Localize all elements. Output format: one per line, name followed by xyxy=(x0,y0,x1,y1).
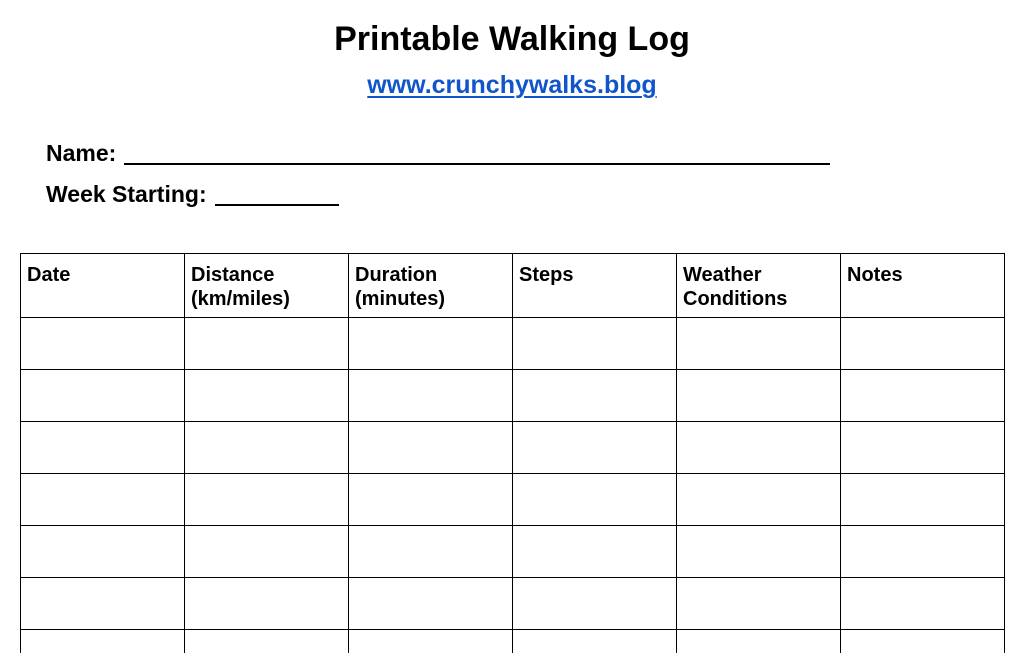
name-field xyxy=(46,139,830,167)
table-cell[interactable] xyxy=(349,578,513,630)
website-link-container xyxy=(0,70,1024,100)
table-header-row xyxy=(21,254,1005,318)
table-row xyxy=(21,578,1005,630)
table-row xyxy=(21,422,1005,474)
column-header-line: Weather xyxy=(683,264,762,286)
table-cell[interactable] xyxy=(513,318,677,370)
table-cell[interactable] xyxy=(349,422,513,474)
table-cell[interactable] xyxy=(513,630,677,653)
table-cell[interactable] xyxy=(21,370,185,422)
column-header-line: Distance xyxy=(191,264,275,286)
column-header-line: Duration xyxy=(355,264,438,286)
table-cell[interactable] xyxy=(513,370,677,422)
walking-log-table xyxy=(20,253,1005,653)
table-cell[interactable] xyxy=(21,422,185,474)
table-cell[interactable] xyxy=(185,370,349,422)
table-cell[interactable] xyxy=(21,526,185,578)
table-cell[interactable] xyxy=(677,422,841,474)
week-starting-blank-line[interactable] xyxy=(215,182,339,206)
column-header-line: Steps xyxy=(519,264,574,286)
name-label: Name: xyxy=(46,140,117,166)
table-cell[interactable] xyxy=(841,422,1005,474)
table-body xyxy=(21,318,1005,653)
column-header-steps xyxy=(513,254,677,318)
table-row xyxy=(21,526,1005,578)
table-cell[interactable] xyxy=(185,630,349,653)
column-header-weather xyxy=(677,254,841,318)
table-cell[interactable] xyxy=(513,578,677,630)
table-cell[interactable] xyxy=(349,526,513,578)
table-row xyxy=(21,370,1005,422)
column-header-line: (minutes) xyxy=(355,288,445,310)
column-header-date xyxy=(21,254,185,318)
table-cell[interactable] xyxy=(841,370,1005,422)
table-cell[interactable] xyxy=(349,474,513,526)
column-header-line: Date xyxy=(27,264,71,286)
table-cell[interactable] xyxy=(349,370,513,422)
table-cell[interactable] xyxy=(841,474,1005,526)
name-blank-line[interactable] xyxy=(124,141,830,165)
table-cell[interactable] xyxy=(513,474,677,526)
table-cell[interactable] xyxy=(21,578,185,630)
table-cell[interactable] xyxy=(677,318,841,370)
table-cell[interactable] xyxy=(21,630,185,653)
week-starting-label: Week Starting: xyxy=(46,181,207,207)
table-cell[interactable] xyxy=(677,370,841,422)
table-cell[interactable] xyxy=(513,526,677,578)
table-cell[interactable] xyxy=(185,422,349,474)
website-link[interactable]: www.crunchywalks.blog xyxy=(367,71,657,99)
table-cell[interactable] xyxy=(841,630,1005,653)
table-cell[interactable] xyxy=(841,578,1005,630)
page-title: Printable Walking Log xyxy=(334,20,690,58)
table-cell[interactable] xyxy=(677,474,841,526)
column-header-notes xyxy=(841,254,1005,318)
table-cell[interactable] xyxy=(185,526,349,578)
table-cell[interactable] xyxy=(185,474,349,526)
table-cell[interactable] xyxy=(185,318,349,370)
column-header-line: Conditions xyxy=(683,288,788,310)
table-cell[interactable] xyxy=(841,318,1005,370)
table-cell[interactable] xyxy=(677,630,841,653)
table-cell[interactable] xyxy=(677,578,841,630)
table-cell[interactable] xyxy=(21,474,185,526)
table-cell[interactable] xyxy=(349,630,513,653)
table-cell[interactable] xyxy=(677,526,841,578)
table-row xyxy=(21,318,1005,370)
column-header-line: (km/miles) xyxy=(191,288,290,310)
table-cell[interactable] xyxy=(513,422,677,474)
column-header-duration xyxy=(349,254,513,318)
week-starting-field xyxy=(46,180,339,208)
table-cell[interactable] xyxy=(841,526,1005,578)
table-cell[interactable] xyxy=(21,318,185,370)
column-header-distance xyxy=(185,254,349,318)
column-header-line: Notes xyxy=(847,264,903,286)
table-row xyxy=(21,474,1005,526)
table-cell[interactable] xyxy=(185,578,349,630)
table-cell[interactable] xyxy=(349,318,513,370)
table-row xyxy=(21,630,1005,653)
